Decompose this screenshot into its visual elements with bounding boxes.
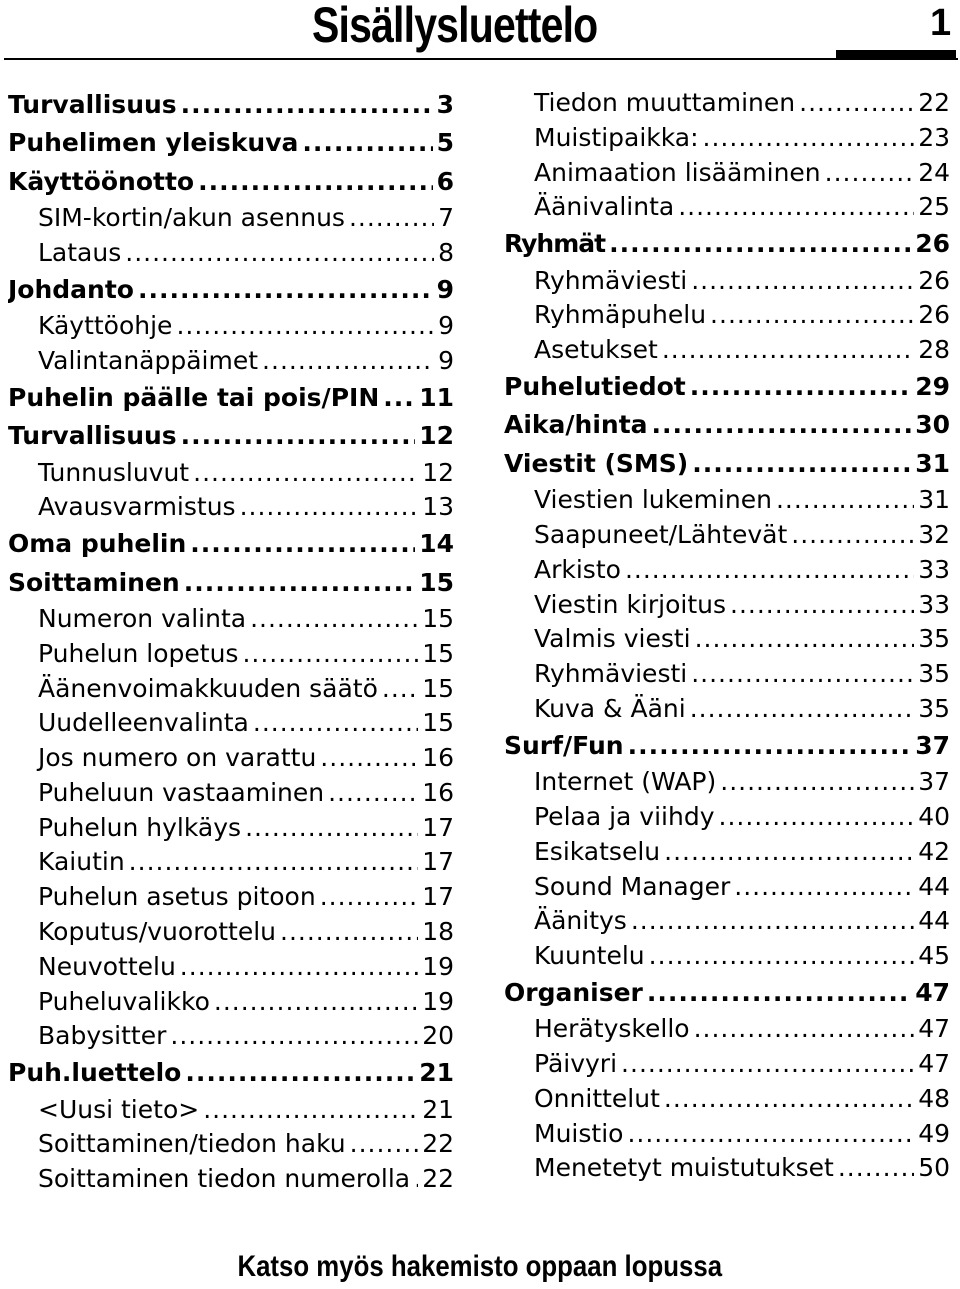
toc-entry-page: 33 xyxy=(918,589,950,619)
toc-entry[interactable] xyxy=(504,518,950,553)
toc-entry-label: Käyttöönotto xyxy=(8,166,195,196)
toc-entry[interactable] xyxy=(8,86,454,124)
dot-leader xyxy=(349,201,434,236)
toc-entry[interactable] xyxy=(8,344,454,379)
toc-entry-page: 26 xyxy=(915,229,950,259)
toc-entry-label: Numeron valinta xyxy=(38,603,247,633)
toc-entry-label: Puhelun asetus pitoon xyxy=(38,882,316,912)
toc-entry-label: Viestien lukeminen xyxy=(534,485,772,515)
toc-entry[interactable] xyxy=(504,1117,950,1152)
dot-leader xyxy=(203,1093,418,1128)
toc-entry-label: Turvallisuus xyxy=(8,421,177,451)
toc-entry-label: Saapuneet/Lähtevät xyxy=(534,519,788,549)
dot-leader xyxy=(690,692,914,727)
toc-entry-label: Asetukset xyxy=(534,335,658,365)
toc-entry[interactable] xyxy=(8,124,454,162)
dot-leader xyxy=(190,525,415,563)
footer-note xyxy=(0,1250,960,1284)
toc-entry-page: 37 xyxy=(918,767,950,797)
toc-entry[interactable] xyxy=(8,1127,454,1162)
toc-entry[interactable] xyxy=(8,706,454,741)
toc-entry-label: Soittaminen xyxy=(8,567,180,597)
toc-entry[interactable] xyxy=(504,1082,950,1117)
toc-entry[interactable] xyxy=(504,225,950,263)
toc-column-right xyxy=(504,86,950,1186)
toc-entry-page: 14 xyxy=(419,529,454,559)
dot-leader xyxy=(138,271,433,309)
toc-entry-page: 30 xyxy=(915,410,950,440)
toc-entry-page: 17 xyxy=(422,847,454,877)
dot-leader xyxy=(382,672,418,707)
toc-entry[interactable] xyxy=(504,445,950,483)
toc-entry-page: 5 xyxy=(436,128,454,158)
footer-note-text: Katso myös hakemisto oppaan lopussa xyxy=(237,1250,723,1283)
toc-entry-label: Avausvarmistus xyxy=(38,492,236,522)
toc-entry-page: 32 xyxy=(918,519,950,549)
dot-leader xyxy=(176,309,434,344)
toc-entry-page: 45 xyxy=(918,941,950,971)
toc-entry[interactable] xyxy=(8,525,454,563)
toc-entry-label: Organiser xyxy=(504,977,643,1007)
toc-entry-label: Puheluvalikko xyxy=(38,986,210,1016)
toc-entry-page: 44 xyxy=(918,906,950,936)
toc-entry[interactable] xyxy=(504,483,950,518)
toc-entry-page: 50 xyxy=(918,1153,950,1183)
toc-entry-label: Ryhmäpuhelu xyxy=(534,300,707,330)
toc-entry[interactable] xyxy=(504,298,950,333)
page-title: Sisällysluettelo xyxy=(312,0,598,53)
dot-leader xyxy=(193,456,418,491)
dot-leader xyxy=(691,657,914,692)
dot-leader xyxy=(662,333,914,368)
dot-leader xyxy=(129,845,419,880)
toc-entry[interactable] xyxy=(504,190,950,225)
toc-entry-page: 21 xyxy=(419,1058,454,1088)
dot-leader xyxy=(320,741,418,776)
toc-entry-page: 20 xyxy=(422,1021,454,1051)
toc-entry[interactable] xyxy=(8,1093,454,1128)
toc-entry-label: Puhelutiedot xyxy=(504,371,686,401)
dot-leader xyxy=(734,870,914,905)
toc-entry-label: Jos numero on varattu xyxy=(38,743,317,773)
toc-entry[interactable] xyxy=(8,811,454,846)
dot-leader xyxy=(631,904,914,939)
toc-entry-page: 29 xyxy=(915,371,950,401)
dot-leader xyxy=(692,445,911,483)
toc-entry-label: Kuva & Ääni xyxy=(534,693,686,723)
toc-entry-label: Käyttöohje xyxy=(38,311,173,341)
toc-entry[interactable] xyxy=(8,417,454,455)
toc-entry-label: Esikatselu xyxy=(534,836,661,866)
toc-entry-page: 11 xyxy=(419,382,454,412)
toc-entry-label: SIM-kortin/akun asennus xyxy=(38,203,345,233)
toc-entry-page: 48 xyxy=(918,1083,950,1113)
toc-entry-page: 3 xyxy=(436,90,454,119)
toc-entry-label: Uudelleenvalinta xyxy=(38,708,249,738)
toc-entry-label: Tiedon muuttaminen xyxy=(534,88,796,117)
dot-leader xyxy=(838,1151,914,1186)
toc-entry-page: 28 xyxy=(918,335,950,365)
page-number: 1 xyxy=(930,2,952,44)
toc-entry-label: Tunnusluvut xyxy=(38,457,190,487)
toc-entry-label: Arkisto xyxy=(534,554,621,584)
toc-entry-label: Puhelin päälle tai pois/PIN xyxy=(8,382,380,412)
dot-leader xyxy=(825,156,915,191)
toc-entry-page: 33 xyxy=(918,554,950,584)
dot-leader xyxy=(652,406,912,444)
dot-leader xyxy=(678,190,914,225)
toc-entry-page: 40 xyxy=(918,801,950,831)
toc-entry[interactable] xyxy=(8,236,454,271)
toc-entry-label: Herätyskello xyxy=(534,1014,690,1044)
toc-entry[interactable] xyxy=(8,309,454,344)
toc-entry-page: 15 xyxy=(422,638,454,668)
toc-entry-label: Pelaa ja viihdy xyxy=(534,801,715,831)
toc-entry-page: 31 xyxy=(918,485,950,515)
toc-entry[interactable] xyxy=(504,156,950,191)
toc-entry-page: 16 xyxy=(422,777,454,807)
toc-entry-label: Ryhmäviesti xyxy=(534,659,688,689)
dot-leader xyxy=(383,379,415,417)
toc-entry[interactable] xyxy=(504,1151,950,1186)
dot-leader xyxy=(664,835,914,870)
toc-entry[interactable] xyxy=(504,765,950,800)
toc-entry[interactable] xyxy=(504,588,950,623)
toc-entry-label: Kaiutin xyxy=(38,847,125,877)
toc-entry-page: 19 xyxy=(422,951,454,981)
toc-entry-page: 16 xyxy=(422,743,454,773)
toc-entry-label: Äänenvoimakkuuden säätö xyxy=(38,673,378,703)
toc-entry-label: Turvallisuus xyxy=(8,90,177,119)
toc-entry[interactable] xyxy=(8,456,454,491)
toc-entry-label: Lataus xyxy=(38,237,122,267)
toc-entry[interactable] xyxy=(8,845,454,880)
toc-entry[interactable] xyxy=(8,1019,454,1054)
dot-leader xyxy=(280,915,418,950)
toc-entry-page: 7 xyxy=(438,203,454,233)
toc-entry-page: 21 xyxy=(422,1094,454,1124)
dot-leader xyxy=(776,483,914,518)
dot-leader xyxy=(328,776,418,811)
toc-entry-page: 22 xyxy=(918,88,950,117)
toc-entry-label: Kuuntelu xyxy=(534,941,645,971)
toc-entry-label: Johdanto xyxy=(8,274,134,304)
toc-entry-label: Muistio xyxy=(534,1118,624,1148)
dot-leader xyxy=(350,1127,419,1162)
dot-leader xyxy=(719,800,915,835)
toc-entry-page: 42 xyxy=(918,836,950,866)
dot-leader xyxy=(181,417,416,455)
dot-leader xyxy=(690,368,911,406)
dot-leader xyxy=(240,490,419,525)
toc-entry-page: 19 xyxy=(422,986,454,1016)
toc-entry-label: Muistipaikka: xyxy=(534,122,699,152)
toc-entry-page: 35 xyxy=(918,659,950,689)
toc-entry-page: 13 xyxy=(422,492,454,522)
toc-entry-page: 25 xyxy=(918,192,950,222)
toc-entry-page: 9 xyxy=(438,345,454,375)
toc-entry-label: Aika/hinta xyxy=(504,410,648,440)
toc-entry[interactable] xyxy=(504,368,950,406)
toc-entry[interactable] xyxy=(504,264,950,299)
toc-entry[interactable] xyxy=(504,121,950,156)
page-header xyxy=(0,0,960,60)
dot-leader xyxy=(180,950,418,985)
toc-entry-page: 15 xyxy=(422,673,454,703)
dot-leader xyxy=(730,588,914,623)
toc-entry-page: 24 xyxy=(918,157,950,187)
toc-entry[interactable] xyxy=(504,800,950,835)
toc-entry-label: Viestit (SMS) xyxy=(504,448,689,478)
dot-leader xyxy=(695,622,915,657)
toc-entry[interactable] xyxy=(504,1012,950,1047)
toc-entry-page: 44 xyxy=(918,871,950,901)
dot-leader xyxy=(414,1162,418,1197)
toc-entry[interactable] xyxy=(8,379,454,417)
toc-entry-page: 35 xyxy=(918,693,950,723)
toc-entry[interactable] xyxy=(504,692,950,727)
dot-leader xyxy=(253,706,418,741)
dot-leader xyxy=(609,225,911,263)
dot-leader xyxy=(184,564,416,602)
dot-leader xyxy=(245,811,418,846)
toc-entry[interactable] xyxy=(504,657,950,692)
toc-entry-page: 49 xyxy=(918,1118,950,1148)
toc-entry-label: Valintanäppäimet xyxy=(38,345,259,375)
toc-entry[interactable] xyxy=(8,163,454,201)
toc-entry-page: 9 xyxy=(436,274,454,304)
toc-entry[interactable] xyxy=(8,490,454,525)
toc-entry[interactable] xyxy=(8,880,454,915)
toc-entry-page: 15 xyxy=(419,567,454,597)
toc-entry[interactable] xyxy=(504,333,950,368)
toc-entry[interactable] xyxy=(8,201,454,236)
dot-leader xyxy=(649,939,915,974)
dot-leader xyxy=(710,298,914,333)
dot-leader xyxy=(250,602,418,637)
dot-leader xyxy=(185,1054,415,1092)
dot-leader xyxy=(799,86,914,121)
dot-leader xyxy=(628,727,912,765)
dot-leader xyxy=(302,124,432,162)
toc-entry-page: 15 xyxy=(422,708,454,738)
toc-entry[interactable] xyxy=(504,86,950,121)
toc-entry[interactable] xyxy=(8,602,454,637)
toc-entry-page: 9 xyxy=(438,311,454,341)
toc-entry-label: Sound Manager xyxy=(534,871,731,901)
dot-leader xyxy=(627,1117,914,1152)
toc-entry-page: 31 xyxy=(915,448,950,478)
toc-entry[interactable] xyxy=(8,564,454,602)
toc-entry-page: 17 xyxy=(422,812,454,842)
toc-entry[interactable] xyxy=(8,637,454,672)
dot-leader xyxy=(181,86,433,124)
toc-entry-label: Soittaminen/tiedon haku xyxy=(38,1129,346,1159)
toc-entry[interactable] xyxy=(504,406,950,444)
toc-entry[interactable] xyxy=(504,835,950,870)
dot-leader xyxy=(214,985,418,1020)
toc-entry[interactable] xyxy=(504,974,950,1012)
toc-entry[interactable] xyxy=(8,776,454,811)
header-rule-accent xyxy=(836,50,956,60)
toc-entry[interactable] xyxy=(8,741,454,776)
toc-entry-label: Puheluun vastaaminen xyxy=(38,777,325,807)
toc-entry-label: <Uusi tieto> xyxy=(38,1094,200,1124)
toc-entry[interactable] xyxy=(8,985,454,1020)
toc-entry[interactable] xyxy=(8,271,454,309)
toc-entry-page: 26 xyxy=(918,300,950,330)
toc-entry[interactable] xyxy=(8,950,454,985)
toc-entry-page: 47 xyxy=(918,1014,950,1044)
toc-entry-label: Surf/Fun xyxy=(504,730,624,760)
dot-leader xyxy=(703,121,915,156)
dot-leader xyxy=(791,518,914,553)
toc-entry-label: Valmis viesti xyxy=(534,624,691,654)
toc-entry[interactable] xyxy=(504,1047,950,1082)
dot-leader xyxy=(198,163,433,201)
dot-leader xyxy=(720,765,914,800)
toc-entry-page: 12 xyxy=(422,457,454,487)
dot-leader xyxy=(262,344,434,379)
toc-entry-label: Ryhmät xyxy=(504,229,606,259)
toc-entry-label: Soittaminen tiedon numerolla xyxy=(38,1164,411,1194)
toc-entry-page: 47 xyxy=(915,977,950,1007)
toc-entry[interactable] xyxy=(8,915,454,950)
dot-leader xyxy=(625,553,914,588)
toc-entry-label: Menetetyt muistutukset xyxy=(534,1153,834,1183)
toc-entry-label: Animaation lisääminen xyxy=(534,157,821,187)
toc-entry-label: Oma puhelin xyxy=(8,529,187,559)
dot-leader xyxy=(621,1047,914,1082)
toc-entry-page: 47 xyxy=(918,1049,950,1079)
toc-entry-page: 15 xyxy=(422,603,454,633)
toc-entry-label: Koputus/vuorottelu xyxy=(38,917,276,947)
toc-entry[interactable] xyxy=(8,672,454,707)
toc-column-left xyxy=(8,86,454,1197)
dot-leader xyxy=(125,236,434,271)
dot-leader xyxy=(242,637,418,672)
dot-leader xyxy=(691,264,914,299)
toc-entry[interactable] xyxy=(504,622,950,657)
toc-entry-label: Puhelimen yleiskuva xyxy=(8,128,299,158)
toc-entry-page: 18 xyxy=(422,917,454,947)
toc-entry-label: Onnittelut xyxy=(534,1083,660,1113)
toc-entry[interactable] xyxy=(504,553,950,588)
toc-entry[interactable] xyxy=(504,727,950,765)
toc-entry-label: Neuvottelu xyxy=(38,951,176,981)
toc-entry[interactable] xyxy=(8,1054,454,1092)
toc-entry-label: Internet (WAP) xyxy=(534,767,717,797)
toc-entry-page: 35 xyxy=(918,624,950,654)
toc-entry[interactable] xyxy=(504,904,950,939)
dot-leader xyxy=(664,1082,914,1117)
toc-entry-page: 6 xyxy=(436,166,454,196)
toc-entry[interactable] xyxy=(8,1162,454,1197)
toc-entry-page: 26 xyxy=(918,265,950,295)
toc-entry-label: Puhelun hylkäys xyxy=(38,812,242,842)
header-rule xyxy=(4,58,958,60)
toc-entry-label: Puhelun lopetus xyxy=(38,638,239,668)
toc-entry-page: 17 xyxy=(422,882,454,912)
toc-entry-page: 12 xyxy=(419,421,454,451)
toc-entry[interactable] xyxy=(504,939,950,974)
toc-entry-label: Viestin kirjoitus xyxy=(534,589,727,619)
toc-entry-page: 22 xyxy=(422,1129,454,1159)
toc-entry-label: Babysitter xyxy=(38,1021,167,1051)
dot-leader xyxy=(170,1019,418,1054)
toc-entry-label: Päivyri xyxy=(534,1049,618,1079)
toc-entry-page: 37 xyxy=(915,730,950,760)
dot-leader xyxy=(320,880,419,915)
dot-leader xyxy=(694,1012,915,1047)
toc-entry[interactable] xyxy=(504,870,950,905)
toc-entry-page: 23 xyxy=(918,122,950,152)
toc-entry-label: Äänivalinta xyxy=(534,192,675,222)
dot-leader xyxy=(647,974,911,1012)
toc-entry-page: 22 xyxy=(422,1164,454,1194)
toc-entry-page: 8 xyxy=(438,237,454,267)
toc-entry-label: Ryhmäviesti xyxy=(534,265,688,295)
toc-entry-label: Puh.luettelo xyxy=(8,1058,182,1088)
toc-entry-label: Äänitys xyxy=(534,906,627,936)
